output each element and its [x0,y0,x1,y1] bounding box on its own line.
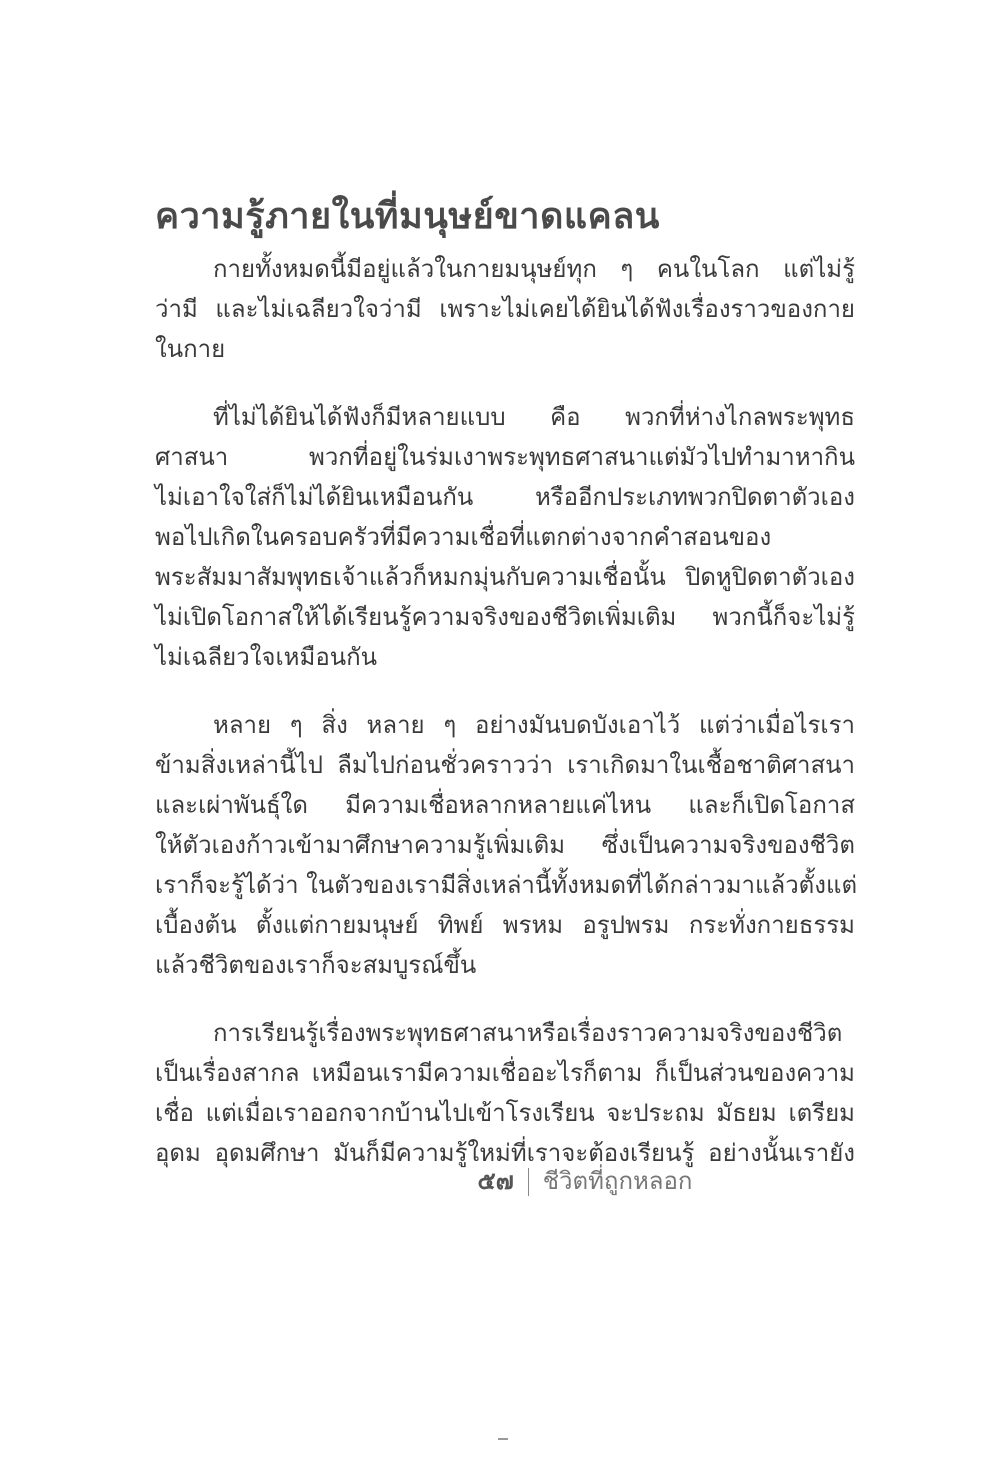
text-line: และเผ่าพันธุ์ใด มีความเชื่อหลากหลายแค่ไหน และก็เปิดโอกาส [155,791,855,819]
page-footer [0,1165,1000,1197]
text-line: ให้ตัวเองก้าวเข้ามาศึกษาความรู้เพิ่มเติม ซึ่งเป็นความจริงของชีวิต [155,831,855,859]
text-line: ไม่เอาใจใส่ก็ไม่ได้ยินเหมือนกัน หรืออีกประเภทพวกปิดตาตัวเอง [155,483,855,511]
paragraph-3 [155,705,858,985]
text-line: ที่ไม่ได้ยินได้ฟังก็มีหลายแบบ คือ พวกที่ห่างไกลพระพุทธ [213,403,855,431]
text-line: เป็นเรื่องสากล เหมือนเรามีความเชื่ออะไรก็ตาม ก็เป็นส่วนของความ [155,1059,855,1087]
text-line: หลาย ๆ สิ่ง หลาย ๆ อย่างมันบดบังเอาไว้ แต่ว่าเมื่อไรเรา [213,711,855,739]
text-line: พอไปเกิดในครอบครัวที่มีความเชื่อที่แตกต่างจากคำสอนของ [155,523,772,551]
footer-divider [528,1168,529,1196]
text-line: ในกาย [155,335,226,363]
text-line: กายทั้งหมดนี้มีอยู่แล้วในกายมนุษย์ทุก ๆ คนในโลก แต่ไม่รู้ [213,255,855,283]
paragraph-4 [155,1013,855,1173]
paragraph-1 [155,249,855,369]
paragraph-2 [155,397,855,677]
text-line: ไม่เฉลียวใจเหมือนกัน [155,643,378,671]
text-line: การเรียนรู้เรื่องพระพุทธศาสนาหรือเรื่องราวความจริงของชีวิต [213,1019,843,1047]
text-line: ไม่เปิดโอกาสให้ได้เรียนรู้ความจริงของชีวิตเพิ่มเติม พวกนี้ก็จะไม่รู้ [155,603,855,631]
page-number: ๕๗ [477,1167,514,1195]
text-line: เบื้องต้น ตั้งแต่กายมนุษย์ ทิพย์ พรหม อรูปพรม กระทั่งกายธรรม [155,911,855,939]
section-heading: ความรู้ภายในที่มนุษย์ขาดแคลน [155,196,660,237]
text-line: ว่ามี และไม่เฉลียวใจว่ามี เพราะไม่เคยได้ยินได้ฟังเรื่องราวของกาย [155,295,855,323]
text-line: เชื่อ แต่เมื่อเราออกจากบ้านไปเข้าโรงเรียน จะประถม มัธยม เตรียม [155,1099,855,1127]
text-line: พระสัมมาสัมพุทธเจ้าแล้วก็หมกมุ่นกับความเชื่อนั้น ปิดหูปิดตาตัวเอง [155,563,855,591]
text-line: เราก็จะรู้ได้ว่า ในตัวของเรามีสิ่งเหล่านี้ทั้งหมดที่ได้กล่าวมาแล้วตั้งแต่ [155,871,858,899]
page-body [155,195,858,1201]
text-line: ข้ามสิ่งเหล่านี้ไป ลืมไปก่อนชั่วคราวว่า เราเกิดมาในเชื้อชาติศาสนา [155,751,855,779]
text-line: ศาสนา พวกที่อยู่ในร่มเงาพระพุทธศาสนาแต่มัวไปทำมาหากิน [155,443,855,471]
text-line: แล้วชีวิตของเราก็จะสมบูรณ์ขึ้น [155,951,477,979]
book-title: ชีวิตที่ถูกหลอก [542,1167,693,1195]
page-edge-mark [498,1438,508,1444]
text-line: อุดม อุดมศึกษา มันก็มีความรู้ใหม่ที่เราจะต้องเรียนรู้ อย่างนั้นเรายัง [155,1139,855,1167]
